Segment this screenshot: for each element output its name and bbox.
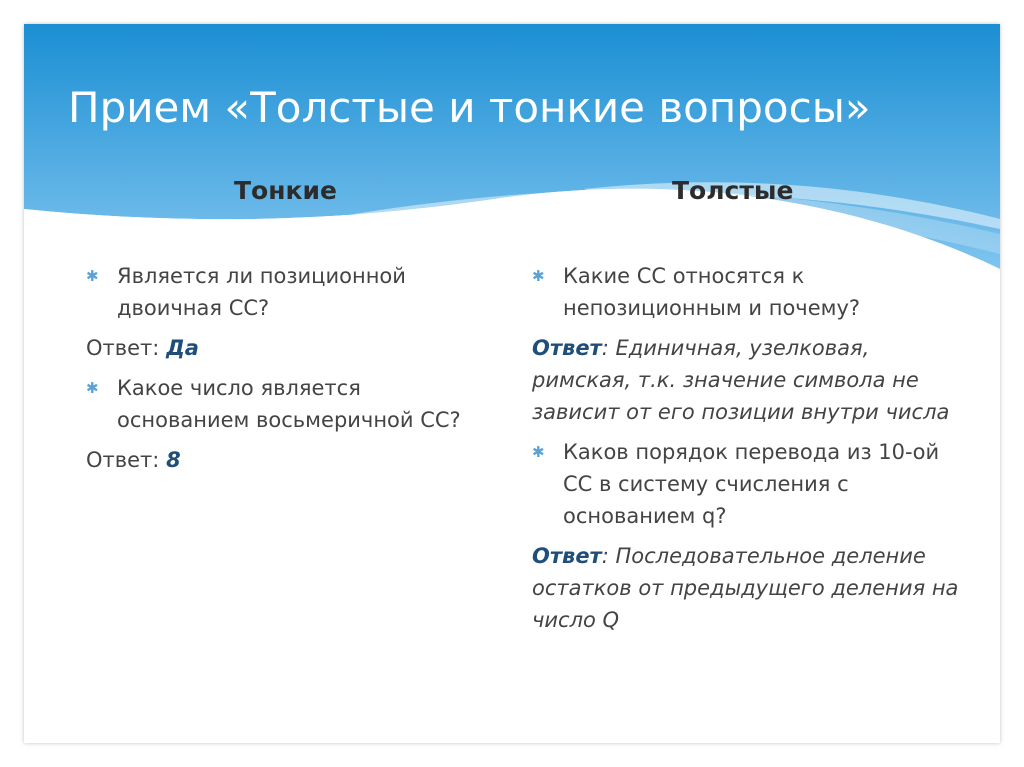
asterisk-icon: ✱	[86, 379, 99, 397]
thin-questions-column	[86, 260, 486, 484]
column-heading-thin: Тонкие	[234, 176, 337, 205]
question-text: Является ли позиционной двоичная СС?	[117, 264, 406, 320]
question-text: Какие СС относятся к непозиционным и почему?	[563, 264, 861, 320]
answer-value: Да	[166, 336, 199, 360]
asterisk-icon: ✱	[532, 443, 545, 461]
answer-label: Ответ:	[86, 448, 160, 472]
thick-questions-column	[532, 260, 962, 644]
question-text: Какое число является основанием восьмеричной СС?	[117, 376, 461, 432]
asterisk-icon: ✱	[86, 267, 99, 285]
answer-value: : Последовательное деление остатков от предыдущего деления на число Q	[532, 544, 959, 632]
question-text: Каков порядок перевода из 10-ой СС в систему счисления с основанием q?	[563, 440, 940, 528]
answer-value: : Единичная, узелковая, римская, т.к. значение символа не зависит от его позиции внутри числа	[532, 336, 950, 424]
list-item	[86, 260, 486, 324]
answer	[532, 540, 962, 636]
list-item	[532, 436, 962, 532]
slide-title: Прием «Толстые и тонкие вопросы»	[68, 83, 871, 132]
answer-value: 8	[166, 448, 181, 472]
asterisk-icon: ✱	[532, 267, 545, 285]
answer	[86, 332, 486, 364]
answer-label: Ответ	[532, 336, 602, 360]
slide	[24, 24, 1000, 743]
column-heading-thick: Толстые	[672, 176, 794, 205]
list-item	[86, 372, 486, 436]
list-item	[532, 260, 962, 324]
answer-label: Ответ	[532, 544, 602, 568]
answer-label: Ответ:	[86, 336, 160, 360]
answer	[532, 332, 962, 428]
answer	[86, 444, 486, 476]
